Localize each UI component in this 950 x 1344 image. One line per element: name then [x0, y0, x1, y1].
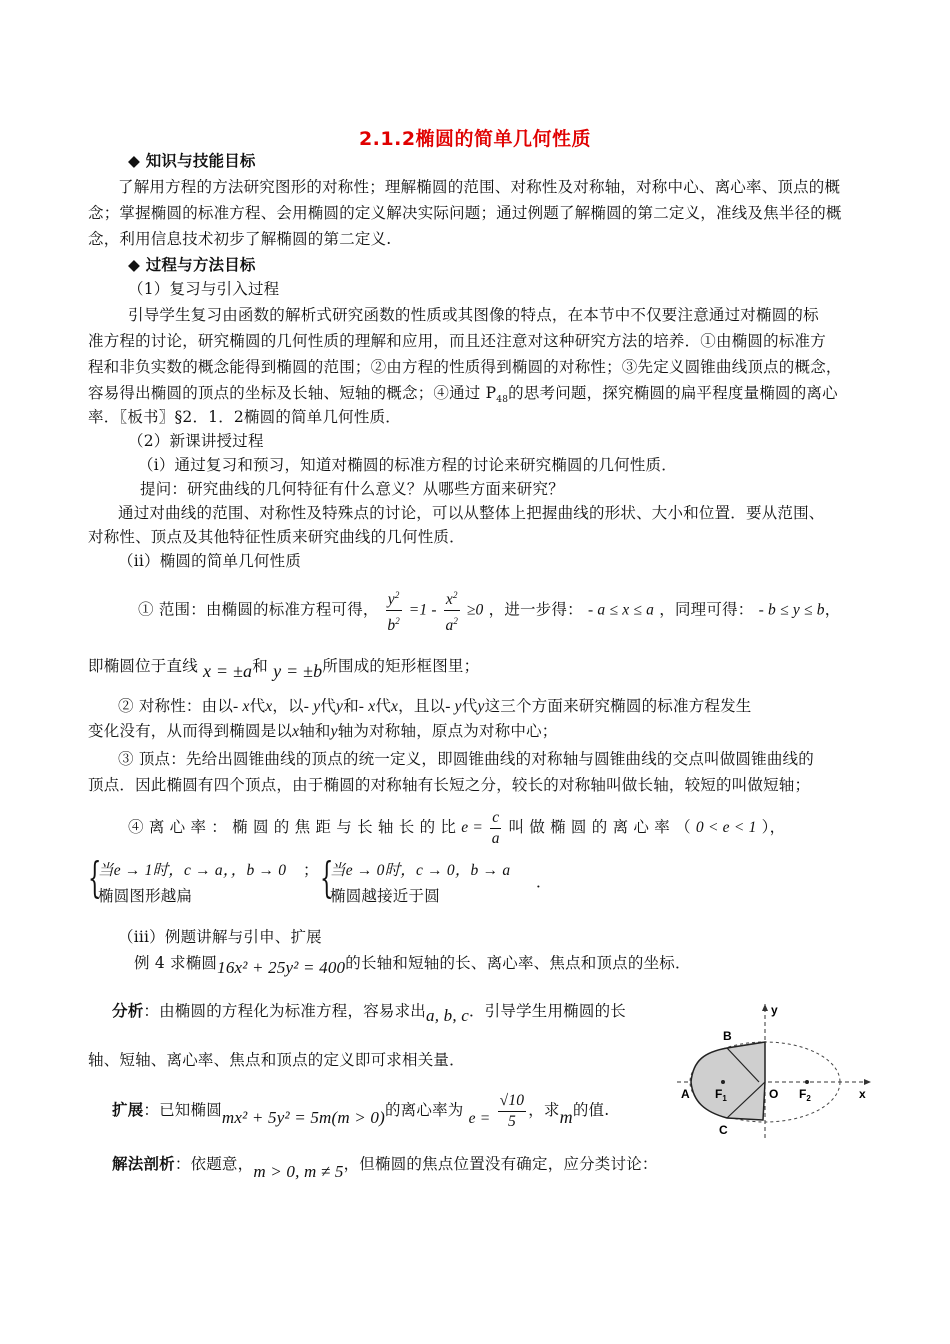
- fraction-x2-a2: $\frac{x^2}{a^2}$: [444, 585, 460, 636]
- text-span: ，同理可得：: [659, 600, 754, 619]
- text-span: 和: [252, 657, 268, 675]
- text-span: ① 范围：由椭圆的标准方程可得，: [138, 600, 379, 619]
- ellipse-figure: [675, 1000, 875, 1140]
- point-c-label: C: [719, 1123, 728, 1137]
- case-1-result: 椭圆图形越扁: [98, 887, 193, 905]
- focus-f1-label: $F_1$: [715, 1087, 727, 1103]
- math-span: - b ≤ y ≤ b: [758, 601, 825, 619]
- text-line: 通过对曲线的范围、对称性及特殊点的讨论，可以从整体上把握曲线的形状、大小和位置．要从范围、: [118, 504, 825, 522]
- y-axis-label: y: [771, 1003, 778, 1017]
- text-line: 了解用方程的方法研究图形的对称性；理解椭圆的范围、对称性及对称轴，对称中心、离心率、顶点的概: [118, 178, 841, 196]
- math-span: x = ±a: [203, 661, 253, 681]
- fraction-c-a: $\frac{c}{a}$: [491, 808, 500, 847]
- math-span: =1 -: [408, 601, 437, 619]
- focus-f2-label: $F_2$: [799, 1087, 811, 1103]
- section-heading-process: ◆ 过程与方法目标: [128, 256, 256, 274]
- x-axis-label: x: [859, 1087, 866, 1101]
- symmetry-line: ② 对称性：由以- x代x，以- y代y和- x代x，且以- y代y这三个方面来研究椭圆的标准方程发生: [118, 697, 752, 715]
- text-span: 所围成的矩形框图里；: [322, 657, 480, 675]
- eccentricity-line: ④ 离 心 率 ： 椭 圆 的 焦 距 与 长 轴 长 的 比 e = $\frac{c}{a}$ 叫 做 椭 圆 的 离 心 率 （ 0 < e < 1 ），: [128, 808, 786, 847]
- left-brace-2: {: [320, 853, 334, 902]
- left-brace-1: {: [88, 853, 102, 902]
- text-line: 念，利用信息技术初步了解椭圆的第二定义.: [88, 230, 392, 248]
- y-axis-arrow: [762, 1004, 768, 1011]
- range-line: [138, 585, 840, 636]
- subheading-new: （2）新课讲授过程: [128, 432, 264, 450]
- range-line-2: [88, 652, 479, 679]
- solution-line: 解法剖析：依题意，m > 0, m ≠ 5，但椭圆的焦点位置没有确定，应分类讨论：: [112, 1155, 658, 1181]
- text-line: 对称性、顶点及其他特征性质来研究曲线的几何性质．: [88, 528, 465, 546]
- text-span: 即椭圆位于直线: [88, 657, 198, 675]
- example-heading: （iii）例题讲解与引申、扩展: [118, 928, 322, 946]
- period: ．: [536, 873, 552, 891]
- text-line: 念；掌握椭圆的标准方程、会用椭圆的定义解决实际问题；通过例题了解椭圆的第二定义，准线及焦半径的概: [88, 204, 842, 222]
- fraction-y2-b2: $\frac{y^2}{b^2}$: [386, 585, 402, 636]
- shaded-region: [691, 1042, 765, 1120]
- point-a-label: A: [681, 1087, 690, 1101]
- analysis-line-2: 轴、短轴、离心率、焦点和顶点的定义即可求相关量．: [88, 1051, 465, 1069]
- separator: ；: [303, 861, 319, 879]
- text-span: ，: [824, 600, 841, 619]
- text-line: （i）通过复习和预习，知道对椭圆的标准方程的讨论来研究椭圆的几何性质．: [138, 456, 677, 474]
- origin-label: O: [769, 1087, 779, 1101]
- text-line: 引导学生复习由函数的解析式研究函数的性质或其图像的特点，在本节中不仅要注意通过对椭圆的标: [128, 306, 819, 324]
- focus-f2-point: [805, 1080, 809, 1084]
- math-span: ≥0: [466, 601, 484, 619]
- math-span: - a ≤ x ≤ a: [588, 601, 655, 619]
- example-4: 例 4 求椭圆16x² + 25y² = 400的长轴和短轴的长、离心率、焦点和顶点的坐标．: [134, 954, 691, 977]
- text-line: 率．〖板书〗§2．1．2椭圆的简单几何性质．: [88, 408, 401, 426]
- case-2-result: 椭圆越接近于圆: [330, 887, 440, 905]
- x-axis-arrow: [864, 1079, 871, 1085]
- text-span: ，进一步得：: [488, 600, 583, 619]
- point-b-label: B: [723, 1029, 732, 1043]
- case-2-condition: 当e → 0时，c → 0，b → a: [330, 862, 511, 879]
- subheading-properties: （ii）椭圆的简单几何性质: [118, 552, 302, 570]
- subheading-review: （1）复习与引入过程: [128, 280, 280, 298]
- vertex-line-2: 顶点．因此椭圆有四个顶点，由于椭圆的对称轴有长短之分，较长的对称轴叫做长轴，较短的叫做短轴；: [88, 776, 811, 794]
- question-line: 提问：研究曲线的几何特征有什么意义？从哪些方面来研究？: [140, 480, 564, 498]
- text-line: 程和非负实数的概念能得到椭圆的范围；②由方程的性质得到椭圆的对称性；③先定义圆锥曲线顶点的概念，: [88, 358, 842, 376]
- case-1-condition: 当e → 1时，c → a，，b → 0: [98, 862, 287, 879]
- eccentricity-cases: [88, 853, 558, 909]
- page-title: 2.1.2椭圆的简单几何性质: [358, 128, 592, 150]
- fraction-sqrt10-5: $\frac{√10}{5}$: [499, 1091, 525, 1130]
- focus-f1-point: [721, 1080, 725, 1084]
- subscript: 48: [496, 395, 509, 406]
- text-line: 准方程的讨论，研究椭圆的几何性质的理解和应用，而且还注意对这种研究方法的培养．①由椭圆的标准方: [88, 332, 826, 350]
- analysis-line: 分析：由椭圆的方程化为标准方程，容易求出a, b, c．引导学生用椭圆的长: [112, 1002, 626, 1025]
- math-span: y = ±b: [273, 661, 323, 681]
- text-span: 容易得出椭圆的顶点的坐标及长轴、短轴的概念；④通过 P: [88, 384, 497, 402]
- extension-line: 扩展：已知椭圆mx² + 5y² = 5m(m > 0)的离心率为 e = $\frac{√10}{5}$ ，求m的值.: [112, 1091, 610, 1130]
- symmetry-line-2: 变化没有，从而得到椭圆是以x轴和y轴为对称轴，原点为对称中心；: [88, 722, 558, 740]
- text-span: 的思考问题，探究椭圆的扁平程度量椭圆的离心: [508, 384, 838, 402]
- vertex-line: ③ 顶点：先给出圆锥曲线的顶点的统一定义，即圆锥曲线的对称轴与圆锥曲线的交点叫做圆锥曲线的: [118, 750, 814, 768]
- section-heading-knowledge: ◆ 知识与技能目标: [128, 152, 256, 170]
